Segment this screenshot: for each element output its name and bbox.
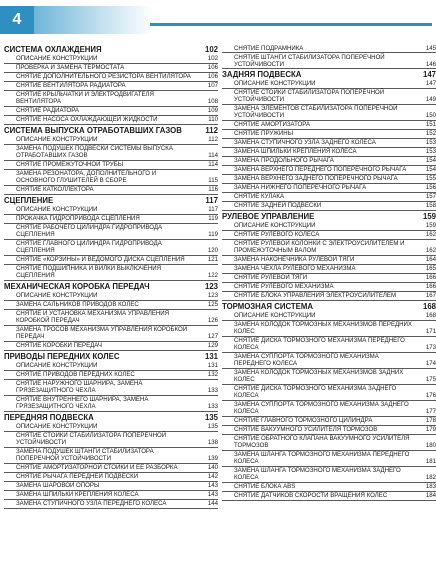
entry-page: 109 bbox=[207, 107, 218, 115]
entry-page: 114 bbox=[208, 161, 218, 169]
entry-label: ОПИСАНИЕ КОНСТРУКЦИИ bbox=[234, 312, 316, 320]
entry-label: СНЯТИЕ РЫЧАГА ПЕРЕДНЕЙ ПОДВЕСКИ bbox=[16, 473, 139, 481]
entry-label: СНЯТИЕ СТОЙКИ СТАБИЛИЗАТОРА ПОПЕРЕЧНОЙ УСТОЙЧИВОСТИ bbox=[234, 89, 385, 104]
entry-label: ОПИСАНИЕ КОНСТРУКЦИИ bbox=[16, 292, 98, 300]
section-title: ПЕРЕДНЯЯ ПОДВЕСКА bbox=[4, 413, 94, 423]
entry-label: ЗАМЕНА ПРОДОЛЬНОГО РЫЧАГА bbox=[234, 157, 334, 165]
entry-page: 164 bbox=[425, 256, 436, 264]
entry-page: 149 bbox=[425, 96, 436, 104]
toc-entry[interactable] bbox=[222, 175, 436, 184]
entry-label: ЗАМЕНА ПОДУШЕК ПОДВЕСКИ СИСТЕМЫ ВЫПУСКА ОТРАБОТАВШИХ ГАЗОВ bbox=[16, 145, 173, 160]
entry-page: 178 bbox=[425, 417, 436, 425]
entry-page: 138 bbox=[207, 439, 218, 447]
toc-entry[interactable] bbox=[4, 136, 218, 145]
entry-label: ЗАМЕНА СУППОРТА ТОРМОЗНОГО МЕХАНИЗМА ЗАДНЕГО КОЛЕСА bbox=[234, 401, 409, 416]
toc-entry[interactable] bbox=[4, 91, 218, 107]
toc-entry[interactable] bbox=[222, 139, 436, 148]
toc-entry[interactable] bbox=[222, 401, 436, 417]
entry-label: ЗАМЕНА ШАРОВОЙ ОПОРЫ bbox=[16, 482, 100, 490]
entry-page: 142 bbox=[207, 473, 218, 481]
entry-page: 173 bbox=[425, 344, 436, 352]
entry-label: СНЯТИЕ ГЛАВНОГО ТОРМОЗНОГО ЦИЛИНДРА bbox=[234, 417, 373, 425]
section-title: СИСТЕМА ОХЛАЖДЕНИЯ bbox=[4, 45, 102, 55]
toc-entry[interactable] bbox=[222, 385, 436, 401]
entry-label: ЗАМЕНА ШЛАНГА ТОРМОЗНОГО МЕХАНИЗМА ЗАДНЕГО КОЛЕСА bbox=[234, 467, 401, 482]
toc-section-heading[interactable] bbox=[4, 46, 218, 55]
section-title: ТОРМОЗНАЯ СИСТЕМА bbox=[222, 302, 313, 312]
entry-label: СНЯТИЕ ГЛАВНОГО ЦИЛИНДРА ГИДРОПРИВОДА СЦЕПЛЕНИЯ bbox=[16, 240, 162, 255]
toc-entry[interactable] bbox=[4, 292, 218, 301]
entry-label: ОПИСАНИЕ КОНСТРУКЦИИ bbox=[16, 206, 98, 214]
entry-page: 121 bbox=[207, 256, 218, 264]
toc-entry[interactable] bbox=[4, 396, 218, 412]
entry-label: ЗАМЕНА ВЕРХНЕГО ЗАДНЕГО ПОПЕРЕЧНОГО РЫЧАГА bbox=[234, 175, 398, 183]
section-title: МЕХАНИЧЕСКАЯ КОРОБКА ПЕРЕДАЧ bbox=[4, 282, 150, 292]
entry-page: 166 bbox=[425, 274, 436, 282]
entry-page: 153 bbox=[425, 148, 436, 156]
toc-entry[interactable] bbox=[222, 89, 436, 105]
toc-entry[interactable] bbox=[4, 482, 218, 491]
toc-entry[interactable] bbox=[4, 380, 218, 396]
entry-label: ПРОКАЧКА ГИДРОПРИВОДА СЦЕПЛЕНИЯ bbox=[16, 215, 140, 223]
toc-entry[interactable] bbox=[222, 130, 436, 139]
entry-page: 108 bbox=[207, 98, 218, 106]
entry-label: ОПИСАНИЕ КОНСТРУКЦИИ bbox=[16, 136, 98, 144]
entry-page: 181 bbox=[425, 458, 436, 466]
toc-entry[interactable] bbox=[4, 500, 218, 509]
toc-entry[interactable] bbox=[4, 116, 218, 125]
entry-page: 116 bbox=[208, 186, 218, 194]
entry-page: 119 bbox=[208, 231, 218, 239]
section-page: 112 bbox=[205, 126, 218, 136]
entry-page: 131 bbox=[207, 362, 218, 370]
entry-page: 166 bbox=[425, 283, 436, 291]
entry-page: 114 bbox=[208, 152, 218, 160]
toc-entry[interactable] bbox=[222, 193, 436, 202]
section-page: 168 bbox=[422, 302, 436, 312]
toc-left-column bbox=[4, 44, 218, 509]
toc-entry[interactable] bbox=[4, 464, 218, 473]
toc-entry[interactable] bbox=[4, 256, 218, 265]
entry-label: СНЯТИЕ НАРУЖНОГО ШАРНИРА, ЗАМЕНА ГРЯЗЕЗАЩИТНОГО ЧЕХЛА bbox=[16, 380, 143, 395]
entry-label: СНЯТИЕ ОБРАТНОГО КЛАПАНА ВАКУУМНОГО УСИЛИТЕЛЯ ТОРМОЗОВ bbox=[234, 435, 410, 450]
section-page: 117 bbox=[205, 196, 218, 206]
toc-entry[interactable] bbox=[4, 301, 218, 310]
entry-label: СНЯТИЕ РУЛЕВОЙ КОЛОНКИ С ЭЛЕКТРОУСИЛИТЕЛЕМ И ПРОМЕЖУТОЧНЫМ ВАЛОМ bbox=[234, 240, 405, 255]
entry-label: ЗАМЕНА КОЛОДОК ТОРМОЗНЫХ МЕХАНИЗМОВ ЗАДНИХ КОЛЕС bbox=[234, 369, 404, 384]
toc-section-heading[interactable] bbox=[222, 213, 436, 222]
toc-entry[interactable] bbox=[222, 467, 436, 483]
entry-label: СНЯТИЕ АМОРТИЗАТОРНОЙ СТОЙКИ И ЕЕ РАЗБОРКА bbox=[16, 464, 178, 472]
entry-label: ОПИСАНИЕ КОНСТРУКЦИИ bbox=[16, 362, 98, 370]
entry-label: СНЯТИЕ ДОПОЛНИТЕЛЬНОГО РЕЗИСТОРА ВЕНТИЛЯТОРА bbox=[16, 73, 191, 81]
entry-page: 184 bbox=[425, 492, 436, 500]
toc-entry[interactable] bbox=[222, 265, 436, 274]
entry-label: ЗАМЕНА РЕЗОНАТОРА, ДОПОЛНИТЕЛЬНОГО И ОСНОВНОГО ГЛУШИТЕЛЕЙ В СБОРЕ bbox=[16, 170, 157, 185]
toc-entry[interactable] bbox=[4, 170, 218, 186]
entry-label: ОПИСАНИЕ КОНСТРУКЦИИ bbox=[234, 80, 316, 88]
entry-label: ЗАМЕНА НАКОНЕЧНИКА РУЛЕВОЙ ТЯГИ bbox=[234, 256, 355, 264]
entry-label: СНЯТИЕ ПРУЖИНЫ bbox=[234, 130, 294, 138]
entry-page: 177 bbox=[425, 408, 436, 416]
toc-entry[interactable] bbox=[222, 435, 436, 451]
entry-label: СНЯТИЕ РУЛЕВОГО КОЛЕСА bbox=[234, 231, 320, 239]
entry-label: СНЯТИЕ ВНУТРЕННЕГО ШАРНИРА, ЗАМЕНА ГРЯЗЕЗАЩИТНОГО ЧЕХЛА bbox=[16, 396, 149, 411]
header-rule bbox=[150, 23, 432, 26]
section-page: 131 bbox=[204, 352, 218, 362]
entry-page: 127 bbox=[207, 333, 218, 341]
toc-entry[interactable] bbox=[222, 184, 436, 193]
toc-section-heading[interactable] bbox=[222, 71, 436, 80]
entry-label: СНЯТИЕ ВЕНТИЛЯТОРА РАДИАТОРА bbox=[16, 82, 126, 90]
entry-page: 143 bbox=[207, 482, 218, 490]
entry-label: СНЯТИЕ БЛОКА ABS bbox=[234, 483, 296, 491]
entry-label: ЗАМЕНА ШПИЛЬКИ КРЕПЛЕНИЯ КОЛЕСА bbox=[16, 491, 139, 499]
entry-label: СНЯТИЕ «КОРЗИНЫ» И ВЕДОМОГО ДИСКА СЦЕПЛЕНИЯ bbox=[16, 256, 185, 264]
toc-entry[interactable] bbox=[222, 240, 436, 256]
entry-page: 147 bbox=[425, 80, 436, 88]
toc-entry[interactable] bbox=[222, 283, 436, 292]
entry-label: ЗАМЕНА ЭЛЕМЕНТОВ СТАБИЛИЗАТОРА ПОПЕРЕЧНОЙ УСТОЙЧИВОСТИ bbox=[234, 105, 398, 120]
section-title: СЦЕПЛЕНИЕ bbox=[4, 196, 54, 206]
entry-page: 129 bbox=[207, 342, 218, 350]
toc-entry[interactable] bbox=[222, 222, 436, 231]
entry-page: 126 bbox=[207, 317, 218, 325]
entry-page: 179 bbox=[425, 426, 436, 434]
toc-entry[interactable] bbox=[222, 166, 436, 175]
entry-label: СНЯТИЕ КОРОБКИ ПЕРЕДАЧ bbox=[16, 342, 102, 350]
toc-entry[interactable] bbox=[222, 44, 436, 53]
entry-page: 180 bbox=[425, 442, 436, 450]
toc-entry[interactable] bbox=[222, 105, 436, 121]
entry-label: ЗАМЕНА СТУПИЧНОГО УЗЛА ЗАДНЕГО КОЛЕСА bbox=[234, 139, 376, 147]
section-page: 123 bbox=[204, 282, 218, 292]
toc-section-heading[interactable] bbox=[4, 353, 218, 362]
toc-entry[interactable] bbox=[4, 215, 218, 224]
entry-page: 153 bbox=[425, 139, 436, 147]
entry-page: 122 bbox=[207, 272, 218, 280]
entry-page: 106 bbox=[207, 73, 218, 81]
toc-entry[interactable] bbox=[222, 426, 436, 435]
toc-entry[interactable] bbox=[222, 312, 436, 321]
toc-entry[interactable] bbox=[222, 353, 436, 369]
entry-page: 146 bbox=[425, 60, 436, 68]
toc-entry[interactable] bbox=[4, 423, 218, 432]
entry-label: СНЯТИЕ РАДИАТОРА bbox=[16, 107, 79, 115]
toc-entry[interactable] bbox=[222, 202, 436, 211]
entry-label: ЗАМЕНА ШЛАНГА ТОРМОЗНОГО МЕХАНИЗМА ПЕРЕДНЕГО КОЛЕСА bbox=[234, 451, 410, 466]
entry-label: ЗАМЕНА КОЛОДОК ТОРМОЗНЫХ МЕХАНИЗМОВ ПЕРЕДНИХ КОЛЕС bbox=[234, 321, 412, 336]
entry-page: 102 bbox=[207, 55, 218, 63]
toc-entry[interactable] bbox=[222, 231, 436, 240]
entry-page: 119 bbox=[208, 215, 218, 223]
section-title: СИСТЕМА ВЫПУСКА ОТРАБОТАВШИХ ГАЗОВ bbox=[4, 126, 182, 136]
entry-label: СНЯТИЕ АМОРТИЗАТОРА bbox=[234, 121, 311, 129]
entry-page: 123 bbox=[207, 292, 218, 300]
entry-label: СНЯТИЕ ПОДРАМНИКА bbox=[234, 44, 304, 52]
entry-page: 135 bbox=[207, 423, 218, 431]
entry-page: 140 bbox=[207, 464, 218, 472]
toc-entry[interactable] bbox=[4, 342, 218, 351]
toc-entry[interactable] bbox=[222, 292, 436, 301]
toc-section-heading[interactable] bbox=[4, 197, 218, 206]
entry-label: СНЯТИЕ ЗАДНЕЙ ПОДВЕСКИ bbox=[234, 202, 322, 210]
entry-label: СНЯТИЕ ПРОМЕЖУТОЧНОЙ ТРУБЫ bbox=[16, 161, 124, 169]
toc-entry[interactable] bbox=[4, 240, 218, 256]
entry-label: СНЯТИЕ БЛОКА УПРАВЛЕНИЯ ЭЛЕКТРОУСИЛИТЕЛЕМ bbox=[234, 292, 397, 300]
entry-page: 183 bbox=[425, 483, 436, 491]
toc-entry[interactable] bbox=[4, 145, 218, 161]
entry-page: 159 bbox=[425, 222, 436, 230]
toc-entry[interactable] bbox=[4, 448, 218, 464]
section-title: ЗАДНЯЯ ПОДВЕСКА bbox=[222, 70, 302, 80]
entry-page: 157 bbox=[425, 193, 436, 201]
entry-label: СНЯТИЕ КРЫЛЬЧАТКИ И ЭЛЕКТРОДВИГАТЕЛЯ ВЕНТИЛЯТОРА bbox=[16, 91, 154, 106]
toc-entry[interactable] bbox=[4, 206, 218, 215]
entry-label: ЗАМЕНА ЧЕХЛА РУЛЕВОГО МЕХАНИЗМА bbox=[234, 265, 356, 273]
entry-page: 125 bbox=[207, 301, 218, 309]
entry-page: 144 bbox=[207, 500, 218, 508]
entry-page: 133 bbox=[207, 387, 218, 395]
toc-entry[interactable] bbox=[4, 73, 218, 82]
toc-entry[interactable] bbox=[4, 432, 218, 448]
entry-label: ПРОВЕРКА И ЗАМЕНА ТЕРМОСТАТА bbox=[16, 64, 125, 72]
entry-page: 120 bbox=[207, 247, 218, 255]
section-page: 102 bbox=[204, 45, 218, 55]
entry-page: 175 bbox=[425, 376, 436, 384]
toc-entry[interactable] bbox=[222, 337, 436, 353]
entry-label: СНЯТИЕ РУЛЕВОЙ ТЯГИ bbox=[234, 274, 308, 282]
entry-page: 112 bbox=[208, 136, 218, 144]
section-title: ПРИВОДЫ ПЕРЕДНИХ КОЛЕС bbox=[4, 352, 120, 362]
entry-page: 162 bbox=[425, 247, 436, 255]
toc-entry[interactable] bbox=[222, 417, 436, 426]
entry-page: 174 bbox=[425, 360, 436, 368]
toc-entry[interactable] bbox=[222, 483, 436, 492]
toc-entry[interactable] bbox=[4, 161, 218, 170]
toc-entry[interactable] bbox=[4, 473, 218, 482]
entry-page: 167 bbox=[425, 292, 436, 300]
entry-page: 143 bbox=[207, 491, 218, 499]
entry-label: ЗАМЕНА ШПИЛЬКИ КРЕПЛЕНИЯ КОЛЕСА bbox=[234, 148, 357, 156]
toc-section-heading[interactable] bbox=[4, 127, 218, 136]
entry-page: 154 bbox=[425, 166, 436, 174]
entry-label: ЗАМЕНА СТУПИЧНОГО УЗЛА ПЕРЕДНЕГО КОЛЕСА bbox=[16, 500, 167, 508]
toc-entry[interactable] bbox=[4, 326, 218, 342]
entry-label: СНЯТИЕ ДИСКА ТОРМОЗНОГО МЕХАНИЗМА ПЕРЕДНЕГО КОЛЕСА bbox=[234, 337, 405, 352]
toc-entry[interactable] bbox=[222, 492, 436, 501]
toc-entry[interactable] bbox=[222, 53, 436, 69]
entry-label: ЗАМЕНА НИЖНЕГО ПОПЕРЕЧНОГО РЫЧАГА bbox=[234, 184, 367, 192]
entry-page: 156 bbox=[425, 184, 436, 192]
toc-entry[interactable] bbox=[4, 64, 218, 73]
toc-entry[interactable] bbox=[222, 80, 436, 89]
section-title: РУЛЕВОЕ УПРАВЛЕНИЕ bbox=[222, 212, 315, 222]
entry-label: СНЯТИЕ ПРИВОДОВ ПЕРЕДНИХ КОЛЕС bbox=[16, 371, 135, 379]
entry-label: ЗАМЕНА САЛЬНИКОВ ПРИВОДОВ КОЛЕС bbox=[16, 301, 139, 309]
entry-page: 182 bbox=[425, 474, 436, 482]
entry-page: 171 bbox=[425, 328, 436, 336]
entry-page: 132 bbox=[207, 371, 218, 379]
toc-entry[interactable] bbox=[4, 310, 218, 326]
entry-label: СНЯТИЕ И УСТАНОВКА МЕХАНИЗМА УПРАВЛЕНИЯ КОРОБКОЙ ПЕРЕДАЧ bbox=[16, 310, 170, 325]
toc-entry[interactable] bbox=[4, 265, 218, 281]
section-page: 159 bbox=[422, 212, 436, 222]
entry-label: ЗАМЕНА ПОДУШЕК ШТАНГИ СТАБИЛИЗАТОРА ПОПЕРЕЧНОЙ УСТОЙЧИВОСТИ bbox=[16, 448, 154, 463]
entry-label: СНЯТИЕ РАБОЧЕГО ЦИЛИНДРА ГИДРОПРИВОДА СЦЕПЛЕНИЯ bbox=[16, 224, 163, 239]
entry-label: ОПИСАНИЕ КОНСТРУКЦИИ bbox=[16, 423, 98, 431]
entry-page: 133 bbox=[207, 403, 218, 411]
entry-label: ЗАМЕНА СУППОРТА ТОРМОЗНОГО МЕХАНИЗМА ПЕРЕДНЕГО КОЛЕСА bbox=[234, 353, 379, 368]
entry-page: 152 bbox=[425, 130, 436, 138]
entry-label: ЗАМЕНА ТРОСОВ МЕХАНИЗМА УПРАВЛЕНИЯ КОРОБКОЙ ПЕРЕДАЧ bbox=[16, 326, 188, 341]
entry-label: СНЯТИЕ ШТАНГИ СТАБИЛИЗАТОРА ПОПЕРЕЧНОЙ УСТОЙЧИВОСТИ bbox=[234, 53, 385, 68]
entry-label: ОПИСАНИЕ КОНСТРУКЦИИ bbox=[234, 222, 316, 230]
toc-section-heading[interactable] bbox=[222, 303, 436, 312]
toc-entry[interactable] bbox=[4, 491, 218, 500]
toc-section-heading[interactable] bbox=[4, 283, 218, 292]
entry-label: СНЯТИЕ КАТКОЛЛЕКТОРА bbox=[16, 186, 94, 194]
page-number: 4 bbox=[0, 6, 34, 34]
entry-page: 145 bbox=[425, 44, 436, 52]
entry-page: 158 bbox=[425, 202, 436, 210]
entry-page: 151 bbox=[425, 121, 436, 129]
entry-label: СНЯТИЕ ПОДШИПНИКА И ВИЛКИ ВЫКЛЮЧЕНИЯ СЦЕПЛЕНИЯ bbox=[16, 265, 162, 280]
entry-page: 176 bbox=[425, 392, 436, 400]
toc-right-column bbox=[222, 44, 436, 501]
toc-entry[interactable] bbox=[222, 157, 436, 166]
entry-label: ОПИСАНИЕ КОНСТРУКЦИИ bbox=[16, 55, 98, 63]
toc-entry[interactable] bbox=[222, 256, 436, 265]
toc-entry[interactable] bbox=[4, 224, 218, 240]
toc-entry[interactable] bbox=[222, 148, 436, 157]
section-page: 135 bbox=[204, 413, 218, 423]
toc-entry[interactable] bbox=[4, 362, 218, 371]
entry-page: 115 bbox=[208, 177, 218, 185]
entry-page: 110 bbox=[208, 116, 218, 124]
toc-entry[interactable] bbox=[222, 274, 436, 283]
entry-page: 139 bbox=[207, 455, 218, 463]
toc-entry[interactable] bbox=[4, 82, 218, 91]
toc-entry[interactable] bbox=[4, 107, 218, 116]
entry-page: 168 bbox=[425, 312, 436, 320]
entry-label: СНЯТИЕ КУЛАКА bbox=[234, 193, 285, 201]
toc-section-heading[interactable] bbox=[4, 414, 218, 423]
entry-label: СНЯТИЕ СТОЙКИ СТАБИЛИЗАТОРА ПОПЕРЕЧНОЙ УСТОЙЧИВОСТИ bbox=[16, 432, 167, 447]
entry-label: ЗАМЕНА ВЕРХНЕГО ПЕРЕДНЕГО ПОПЕРЕЧНОГО РЫЧАГА bbox=[234, 166, 407, 174]
entry-label: СНЯТИЕ РУЛЕВОГО МЕХАНИЗМА bbox=[234, 283, 334, 291]
section-page: 147 bbox=[422, 70, 436, 80]
toc-entry[interactable] bbox=[222, 321, 436, 337]
entry-label: СНЯТИЕ ВАКУУМНОГО УСИЛИТЕЛЯ ТОРМОЗОВ bbox=[234, 426, 378, 434]
entry-page: 106 bbox=[207, 64, 218, 72]
entry-label: СНЯТИЕ НАСОСА ОХЛАЖДАЮЩЕЙ ЖИДКОСТИ bbox=[16, 116, 158, 124]
entry-page: 117 bbox=[208, 206, 218, 214]
toc-entry[interactable] bbox=[222, 121, 436, 130]
entry-page: 162 bbox=[425, 231, 436, 239]
page-header bbox=[0, 0, 432, 38]
entry-page: 165 bbox=[425, 265, 436, 273]
entry-label: СНЯТИЕ ДАТЧИКОВ СКОРОСТИ ВРАЩЕНИЯ КОЛЕС bbox=[234, 492, 388, 500]
header-decoration bbox=[34, 6, 154, 34]
toc-entry[interactable] bbox=[4, 371, 218, 380]
toc-entry[interactable] bbox=[4, 55, 218, 64]
entry-page: 155 bbox=[425, 175, 436, 183]
entry-label: СНЯТИЕ ДИСКА ТОРМОЗНОГО МЕХАНИЗМА ЗАДНЕГО КОЛЕСА bbox=[234, 385, 397, 400]
toc-entry[interactable] bbox=[222, 451, 436, 467]
toc-entry[interactable] bbox=[222, 369, 436, 385]
toc-entry[interactable] bbox=[4, 186, 218, 195]
entry-page: 107 bbox=[207, 82, 218, 90]
entry-page: 154 bbox=[425, 157, 436, 165]
entry-page: 150 bbox=[425, 112, 436, 120]
